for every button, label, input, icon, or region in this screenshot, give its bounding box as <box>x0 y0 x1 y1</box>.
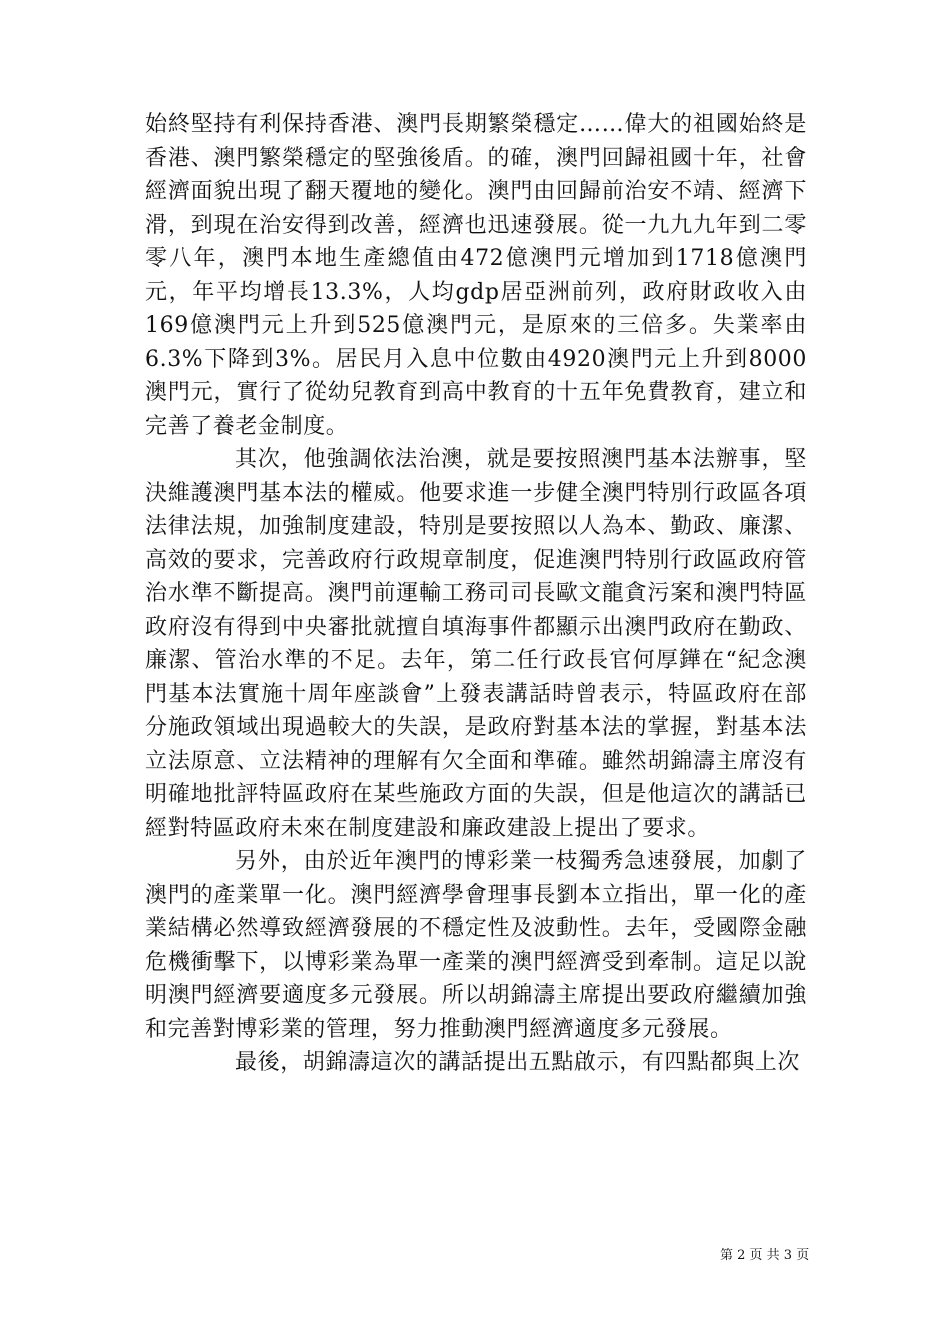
paragraph-gaming-industry: 另外，由於近年澳門的博彩業一枝獨秀急速發展，加劇了澳門的產業單一化。澳門經濟學會理事長劉本立指出，單一化的產業結構必然導致經濟發展的不穩定性及波動性。去年，受國際金融危機衝擊下，以博彩業為單一產業的澳門經濟受到牽制。這足以說明澳門經濟要適度多元發展。所以胡錦濤主席提出要政府繼續加強和完善對博彩業的管理，努力推動澳門經濟適度多元發展。 <box>145 849 807 1042</box>
document-body <box>145 108 807 1080</box>
paragraph-five-revelations: 最後，胡錦濤這次的講話提出五點啟示，有四點都與上次 <box>235 1050 801 1075</box>
paragraph-rule-of-law: 其次，他強調依法治澳，就是要按照澳門基本法辦事，堅決維護澳門基本法的權威。他要求進一步健全澳門特別行政區各項法律法規，加強制度建設，特別是要按照以人為本、勤政、廉潔、高效的要求，完善政府行政規章制度，促進澳門特別行政區政府管治水準不斷提高。澳門前運輸工務司司長歐文龍貪污案和澳門特區政府沒有得到中央審批就擅自填海事件都顯示出澳門政府在勤政、廉潔、管治水準的不足。去年，第二任行政長官何厚鏵在“紀念澳門基本法實施十周年座談會”上發表講話時曾表示，特區政府在部分施政領域出現過較大的失誤，是政府對基本法的掌握，對基本法立法原意、立法精神的理解有欠全面和準確。雖然胡錦濤主席沒有明確地批評特區政府在某些施政方面的失誤，但是他這次的講話已經對特區政府未來在制度建設和廉政建設上提出了要求。 <box>145 447 807 841</box>
page-number-footer: 第 2 页 共 3 页 <box>720 1248 810 1263</box>
paragraph-macau-development: 始終堅持有利保持香港、澳門長期繁榮穩定……偉大的祖國始終是香港、澳門繁榮穩定的堅強後盾。的確，澳門回歸祖國十年，社會經濟面貌出現了翻天覆地的變化。澳門由回歸前治安不靖、經濟下滑，到現在治安得到改善，經濟也迅速發展。從一九九九年到二零零八年，澳門本地生產總值由472億澳門元增加到1718億澳門元，年平均增長13.3%，人均gdp居亞洲前列，政府財政收入由169億澳門元上升到525億澳門元，是原來的三倍多。失業率由6.3%下降到3%。居民月入息中位數由4920澳門元上升到8000澳門元，實行了從幼兒教育到高中教育的十五年免費教育，建立和完善了養老金制度。 <box>145 112 807 439</box>
